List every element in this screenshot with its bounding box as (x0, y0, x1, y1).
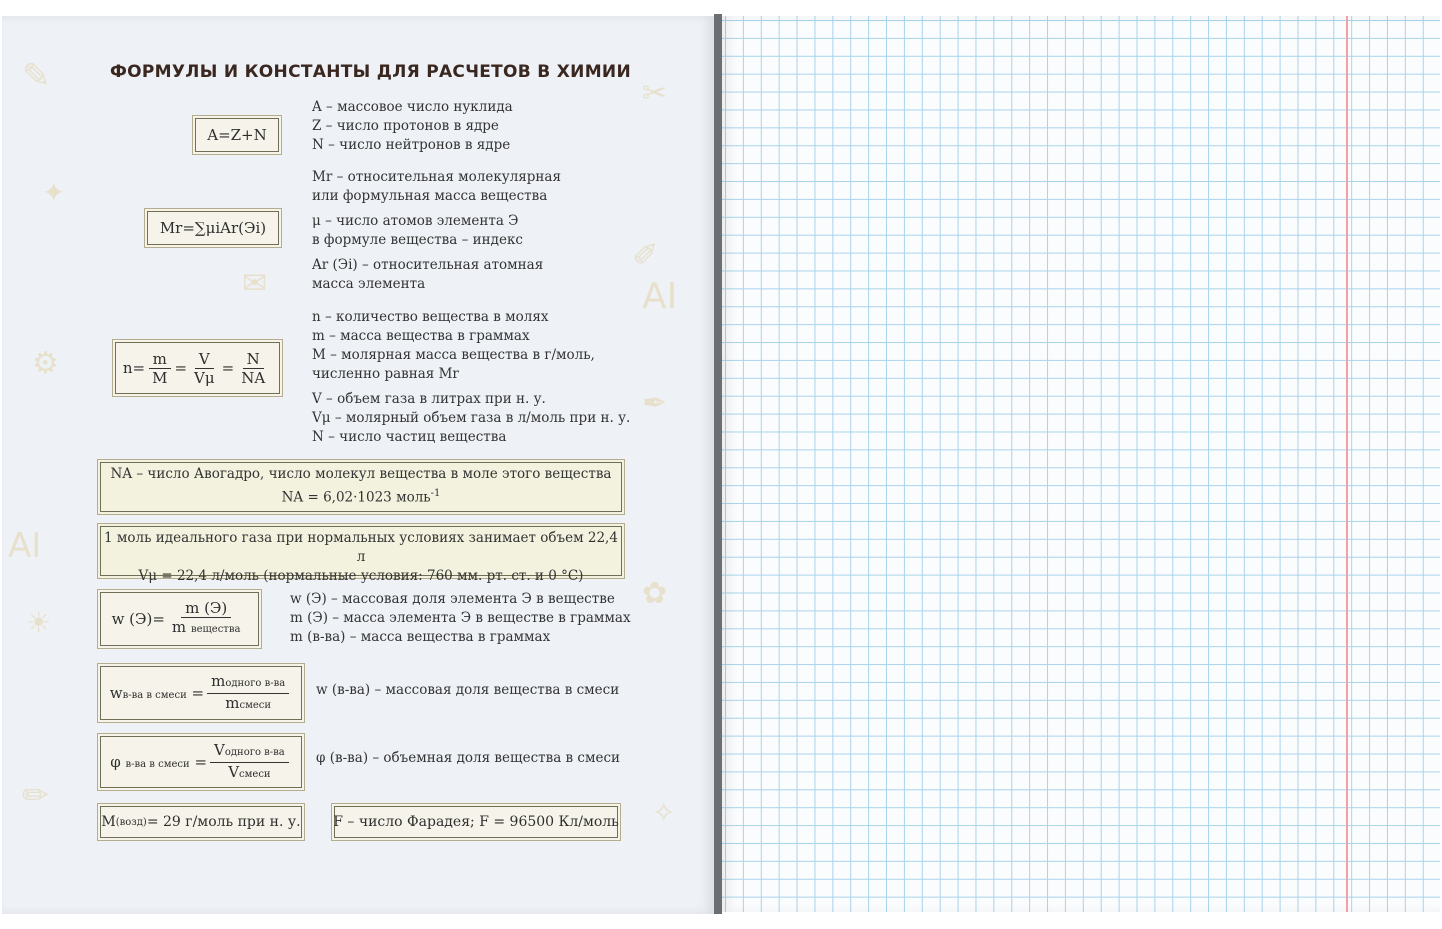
bulb-icon: ☀ (26, 606, 52, 639)
desc-amount-of-substance: n – количество вещества в молях m – масса вещества в граммах M – молярная масса вещества в г/моль, численно равная Mr V – объем газа в литрах при н. у. Vμ – молярный объем газа в л/моль при н. у. N – число частиц вещества (312, 309, 631, 445)
desc-molecular-mass: Mr – относительная молекулярная или формульная масса вещества μ – число атомов элемента Э в формуле вещества – индекс Ar (Эi) – относительная атомная масса элемента (312, 169, 561, 292)
margin-line (1346, 16, 1348, 912)
envelope-icon: ✉ (242, 266, 268, 301)
formula-page (2, 16, 714, 914)
star-icon-2: ✧ (652, 796, 676, 829)
ai-icon: AI (642, 276, 678, 317)
formula-mass-fraction-element: w (Э)= $\frac{m (Э)}{\text{m вещества}}$ (100, 592, 259, 646)
avogadro-note: NA – число Авогадро, число молекул вещества в моле этого вещества NA = 6,02·1023 моль$^{-1}$ (100, 462, 622, 512)
page-title: ФОРМУЛЫ И КОНСТАНТЫ ДЛЯ РАСЧЕТОВ В ХИМИИ (110, 62, 631, 82)
grid-page (722, 16, 1440, 912)
formula-air-molar-mass: M (возд) = 29 г/моль при н. у. (100, 806, 302, 838)
molar-volume-note: 1 моль идеального газа при нормальных условиях занимает объем 22,4 л Vμ = 22,4 л/моль (нормальные условия: 760 мм. рт. ст. и 0 °С) (100, 526, 622, 576)
desc-mass-number: A – массовое число нуклида Z – число протонов в ядре N – число нейтронов в ядре (312, 99, 513, 153)
pencil-icon-2: ✏ (22, 776, 49, 814)
formula-mass-fraction-mixture: wв-ва в смеси = $\frac{\text{mодного в-ва}}{\text{mсмеси}}$ (100, 666, 302, 720)
ruler-icon: ✐ (632, 236, 659, 274)
pencil-icon: ✎ (22, 56, 51, 96)
formula-mass-number: A=Z+N (195, 118, 279, 152)
flower-icon: ✿ (642, 576, 668, 611)
gear-icon: ⚙ (32, 346, 59, 381)
formula-molecular-mass: Mr=∑μiAr(Эi) (147, 211, 279, 245)
scissors-icon: ✂ (642, 76, 668, 111)
desc-mass-fraction-mixture: w (в-ва) – массовая доля вещества в смеси (316, 682, 620, 698)
formula-amount-of-substance: n= $\frac{m}{M}$ = $\frac{V}{V\mu}$ = $\frac{N}{NA}$ (115, 342, 280, 394)
formula-faraday: F – число Фарадея; F = 96500 Кл/моль (334, 806, 618, 838)
desc-mass-fraction-element: w (Э) – массовая доля элемента Э в веществе m (Э) – масса элемента Э в веществе в граммах m (в-ва) – масса вещества в граммах (290, 591, 631, 645)
star-icon: ✦ (42, 176, 66, 209)
desc-volume-fraction-mixture: φ (в-ва) – объемная доля вещества в смеси (316, 750, 621, 766)
ai-icon-2: AI (8, 526, 42, 566)
formula-volume-fraction-mixture: φ в-ва в смеси = $\frac{\text{Vодного в-ва}}{\text{Vсмеси}}$ (100, 736, 302, 788)
pen-icon: ✒ (642, 386, 668, 421)
notebook-spine (714, 14, 722, 914)
